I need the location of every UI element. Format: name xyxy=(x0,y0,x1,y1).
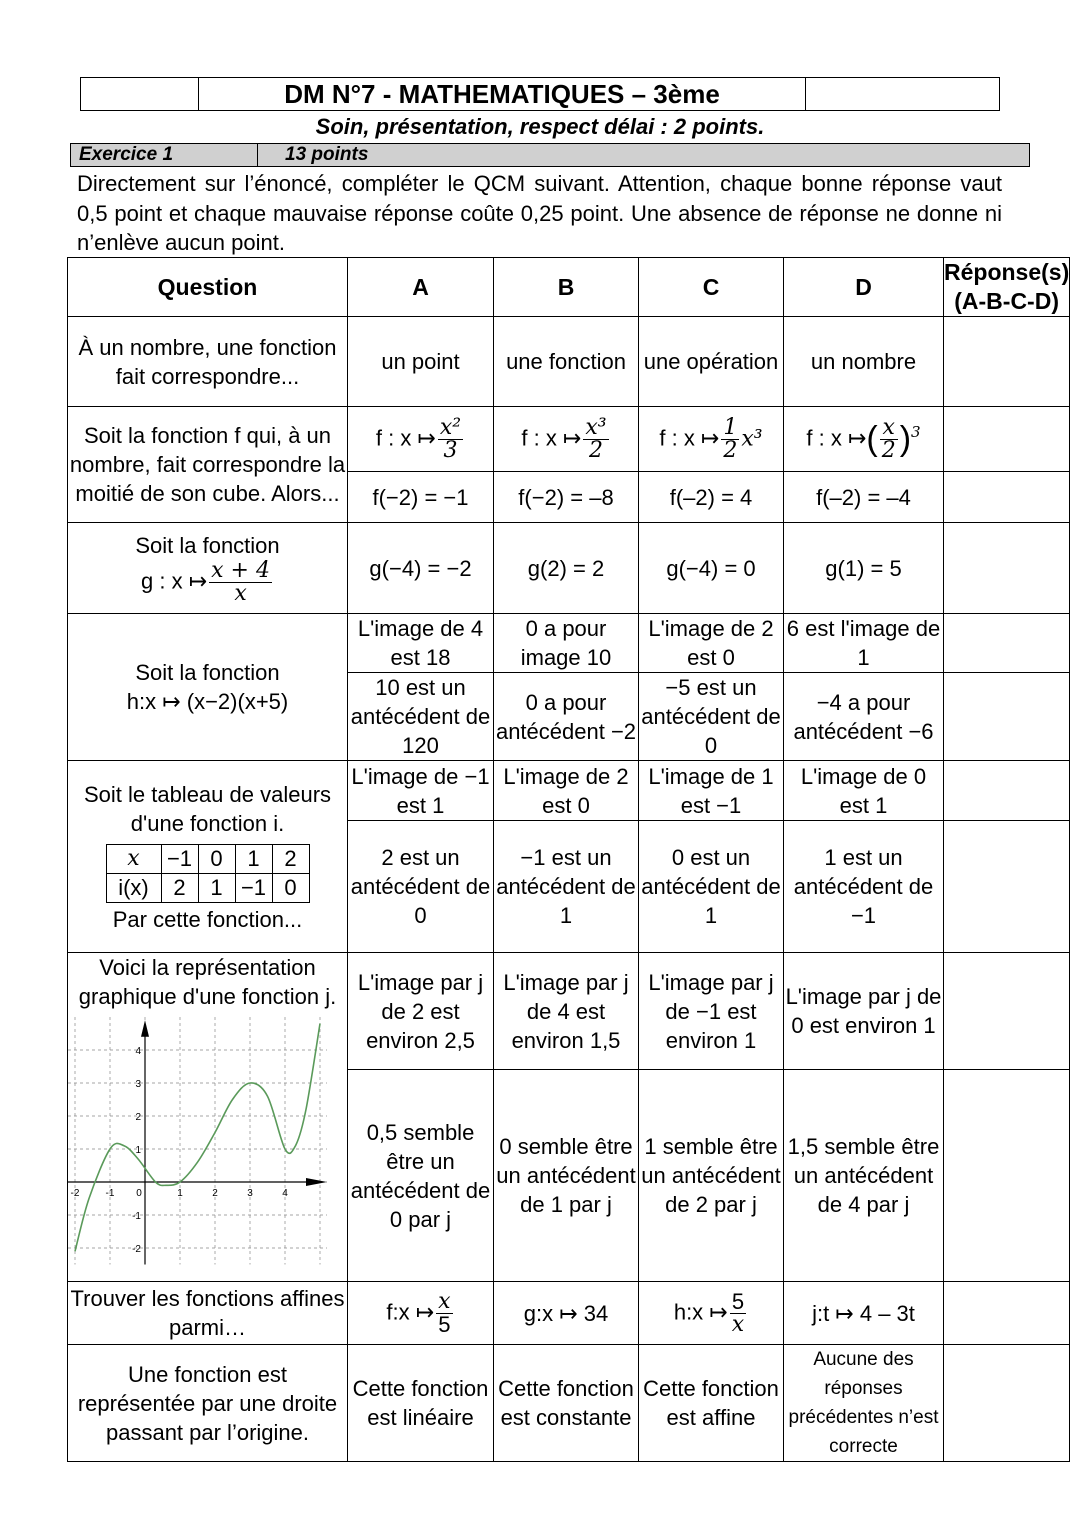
q5-choice-b2: −1 est un antécédent de 1 xyxy=(494,821,639,953)
q3-choice-d: g(1) = 5 xyxy=(784,523,944,614)
q4-choice-d2: −4 a pour antécédent −6 xyxy=(784,673,944,761)
y-tick-label: 1 xyxy=(134,1145,141,1156)
x-tick-label: -2 xyxy=(70,1188,79,1199)
q2-choice-b xyxy=(494,407,639,472)
q4-question-line2: h:x ↦ (x−2)(x+5) xyxy=(126,689,289,714)
q5-choice-b: L'image de 2 est 0 xyxy=(494,761,639,821)
q5-choice-c: L'image de 1 est −1 xyxy=(639,761,784,821)
q2-d-prefix: f : x ↦ xyxy=(806,424,867,450)
q4-question xyxy=(68,614,348,761)
y-axis-arrow xyxy=(141,1020,149,1037)
q2-choice-d: f : x ↦( $\frac{x}{2}$ )$^3$ xyxy=(784,407,944,472)
q1-choice-c: une opération xyxy=(639,317,784,407)
q7-row xyxy=(68,1282,1070,1345)
q2-a-prefix: f : x ↦ xyxy=(375,424,436,450)
q2-b-den: 2 xyxy=(588,437,603,463)
q2-choice-c xyxy=(639,407,784,472)
values-y-3: 0 xyxy=(272,873,309,902)
q7-c-num: 5 xyxy=(730,1291,746,1314)
title-left-cell xyxy=(81,78,199,110)
y-tick-label: -2 xyxy=(131,1244,141,1255)
header-a: A xyxy=(348,258,494,317)
q5-answer-cell-1[interactable] xyxy=(944,761,1070,821)
q4-row1 xyxy=(68,614,1070,673)
q2-question: Soit la fonction f qui, à un nombre, fait correspondre la moitié de son cube. Alors... xyxy=(68,407,348,523)
q2-choice-a2: f(−2) = −1 xyxy=(348,472,494,523)
q7-c-prefix: h:x ↦ xyxy=(673,1298,728,1324)
x-tick-label: 3 xyxy=(246,1188,253,1199)
header-row xyxy=(68,258,1070,317)
q2-d-exp: 3 xyxy=(911,422,921,441)
values-x-0: −1 xyxy=(161,844,198,873)
q7-a-den: 5 xyxy=(438,1311,451,1337)
q8-choice-a: Cette fonction est linéaire xyxy=(348,1345,494,1462)
q1-choice-b: une fonction xyxy=(494,317,639,407)
q6-choice-a: L'image par j de 2 est environ 2,5 xyxy=(348,953,494,1070)
q2-d-num: x xyxy=(880,417,898,440)
q4-choice-b: 0 a pour image 10 xyxy=(494,614,639,673)
q3-question xyxy=(68,523,348,614)
q7-question: Trouver les fonctions affines parmi… xyxy=(68,1282,348,1345)
q5-question-top: Soit le tableau de valeurs d'une fonction i. xyxy=(83,781,332,836)
header-b: B xyxy=(494,258,639,317)
x-tick-label: 1 xyxy=(176,1188,183,1199)
y-tick-label: 4 xyxy=(134,1046,141,1057)
title-box xyxy=(80,77,1000,111)
header-answer xyxy=(944,258,1070,317)
q4-question-line1: Soit la fonction xyxy=(135,660,280,685)
exercise-points: 13 points xyxy=(285,144,369,165)
q2-choice-d2: f(–2) = –4 xyxy=(784,472,944,523)
q8-choice-b: Cette fonction est constante xyxy=(494,1345,639,1462)
values-y-label: i(x) xyxy=(106,873,161,902)
header-c: C xyxy=(639,258,784,317)
q6-choice-a2: 0,5 semble être un antécédent de 0 par j xyxy=(348,1070,494,1282)
q7-choice-b: g:x ↦ 34 xyxy=(494,1282,639,1345)
values-y-2: −1 xyxy=(235,873,272,902)
q3-question-prefix: g : x ↦ xyxy=(141,568,208,594)
q6-row1 xyxy=(68,953,1070,1070)
q2-c-prefix: f : x ↦ xyxy=(659,424,720,450)
y-tick-label: 2 xyxy=(134,1112,141,1123)
values-y-1: 1 xyxy=(198,873,235,902)
q6-answer-cell-1[interactable] xyxy=(944,953,1070,1070)
exercise-bar xyxy=(70,143,1030,167)
x-tick-label: 4 xyxy=(281,1188,288,1199)
q3-question-den: x xyxy=(234,581,247,606)
q2-b-num: x³ xyxy=(585,414,607,440)
q6-choice-c2: 1 semble être un antécédent de 2 par j xyxy=(639,1070,784,1282)
q2-a-den: 3 xyxy=(443,437,458,463)
q6-choice-b2: 0 semble être un antécédent de 1 par j xyxy=(494,1070,639,1282)
values-x-label: x xyxy=(106,844,161,873)
header-question: Question xyxy=(68,258,348,317)
q4-choice-a2: 10 est un antécédent de 120 xyxy=(348,673,494,761)
title-right-cell xyxy=(805,78,999,110)
q7-c-den: x xyxy=(731,1311,745,1337)
q4-choice-d: 6 est l'image de 1 xyxy=(784,614,944,673)
q4-choice-b2: 0 a pour antécédent −2 xyxy=(494,673,639,761)
q6-choice-b: L'image par j de 4 est environ 1,5 xyxy=(494,953,639,1070)
q6-question xyxy=(68,953,348,1282)
q5-choice-c2: 0 est un antécédent de 1 xyxy=(639,821,784,953)
q7-choice-a xyxy=(348,1282,494,1345)
q2-a-num: x² xyxy=(439,414,462,440)
q8-row xyxy=(68,1345,1070,1462)
q2-choice-b2: f(−2) = –8 xyxy=(494,472,639,523)
q2-d-den: 2 xyxy=(881,437,896,463)
q3-choice-a: g(−4) = −2 xyxy=(348,523,494,614)
q8-question: Une fonction est représentée par une droite passant par l’origine. xyxy=(68,1345,348,1462)
q7-a-num: x xyxy=(438,1288,451,1314)
q5-row1 xyxy=(68,761,1070,821)
q8-choice-c: Cette fonction est affine xyxy=(639,1345,784,1462)
q2-choice-c2: f(–2) = 4 xyxy=(639,472,784,523)
q3-choice-b: g(2) = 2 xyxy=(494,523,639,614)
q1-question: À un nombre, une fonction fait correspondre... xyxy=(68,317,348,407)
q1-row xyxy=(68,317,1070,407)
q6-answer-cell-2[interactable] xyxy=(944,1070,1070,1282)
page-title: DM N°7 - MATHEMATIQUES – 3ème xyxy=(284,79,720,109)
q2-answer-cell-1[interactable] xyxy=(944,407,1070,472)
q7-answer-cell[interactable] xyxy=(944,1282,1070,1345)
values-x-3: 2 xyxy=(272,844,309,873)
header-answer-line2: (A-B-C-D) xyxy=(954,288,1059,314)
q2-c-num: 1 xyxy=(723,414,738,440)
q1-choice-a: un point xyxy=(348,317,494,407)
q6-choice-d: L'image par j de 0 est environ 1 xyxy=(784,953,944,1070)
q6-choice-c: L'image par j de −1 est environ 1 xyxy=(639,953,784,1070)
q3-row xyxy=(68,523,1070,614)
subtitle: Soin, présentation, respect délai : 2 points. xyxy=(315,114,765,139)
q7-a-prefix: f:x ↦ xyxy=(386,1298,435,1324)
values-x-1: 0 xyxy=(198,844,235,873)
function-graph xyxy=(70,1017,333,1255)
header-d: D xyxy=(784,258,944,317)
q2-choice-a xyxy=(348,407,494,472)
q5-choice-a2: 2 est un antécédent de 0 xyxy=(348,821,494,953)
q5-choice-d: L'image de 0 est 1 xyxy=(784,761,944,821)
x-tick-label: 0 xyxy=(135,1188,142,1199)
q7-choice-d: j:t ↦ 4 – 3t xyxy=(784,1282,944,1345)
y-tick-label: -1 xyxy=(131,1211,141,1222)
q8-answer-cell[interactable] xyxy=(944,1345,1070,1462)
q2-row1 xyxy=(68,407,1070,472)
q4-choice-c: L'image de 2 est 0 xyxy=(639,614,784,673)
qcm-table xyxy=(67,257,1070,1462)
x-tick-label: 2 xyxy=(211,1188,218,1199)
q5-question-bottom: Par cette fonction... xyxy=(112,906,303,932)
x-axis-arrow xyxy=(306,1178,327,1186)
q5-answer-cell-2[interactable] xyxy=(944,821,1070,953)
y-tick-label: 3 xyxy=(134,1079,141,1090)
q4-choice-a: L'image de 4 est 18 xyxy=(348,614,494,673)
q1-choice-d: un nombre xyxy=(784,317,944,407)
q2-b-prefix: f : x ↦ xyxy=(521,424,582,450)
q8-choice-d: Aucune des réponses précédentes n’est correcte xyxy=(784,1345,944,1462)
q5-question xyxy=(68,761,348,953)
values-table xyxy=(106,844,310,903)
q4-answer-cell-1[interactable] xyxy=(944,614,1070,673)
q3-choice-c: g(−4) = 0 xyxy=(639,523,784,614)
q6-choice-d2: 1,5 semble être un antécédent de 4 par j xyxy=(784,1070,944,1282)
q4-choice-c2: −5 est un antécédent de 0 xyxy=(639,673,784,761)
x-tick-label: -1 xyxy=(105,1188,114,1199)
q1-answer-cell[interactable] xyxy=(944,317,1070,407)
q3-question-line1: Soit la fonction xyxy=(135,533,280,558)
q2-c-suffix: x³ xyxy=(741,425,763,451)
values-y-0: 2 xyxy=(161,873,198,902)
q2-c-den: 2 xyxy=(723,437,738,463)
exercise-label: Exercice 1 xyxy=(71,144,258,166)
exercise-intro: Directement sur l’énoncé, compléter le QCM suivant. Attention, chaque bonne réponse vaut 0,5 point et chaque mauvaise réponse coûte 0,25 point. Une absence de réponse ne donne ni n’enlève aucun point. xyxy=(77,171,1002,255)
function-curve xyxy=(75,1024,320,1252)
q2-answer-cell-2[interactable] xyxy=(944,472,1070,523)
q6-question-text: Voici la représentation graphique d'une fonction j. xyxy=(78,955,337,1009)
q5-choice-a: L'image de −1 est 1 xyxy=(348,761,494,821)
q3-question-num: x + 4 xyxy=(211,558,270,583)
q7-choice-c xyxy=(639,1282,784,1345)
q4-answer-cell-2[interactable] xyxy=(944,673,1070,761)
header-answer-line1: Réponse(s) xyxy=(944,259,1070,285)
q3-answer-cell[interactable] xyxy=(944,523,1070,614)
q5-choice-d2: 1 est un antécédent de −1 xyxy=(784,821,944,953)
values-x-2: 1 xyxy=(235,844,272,873)
